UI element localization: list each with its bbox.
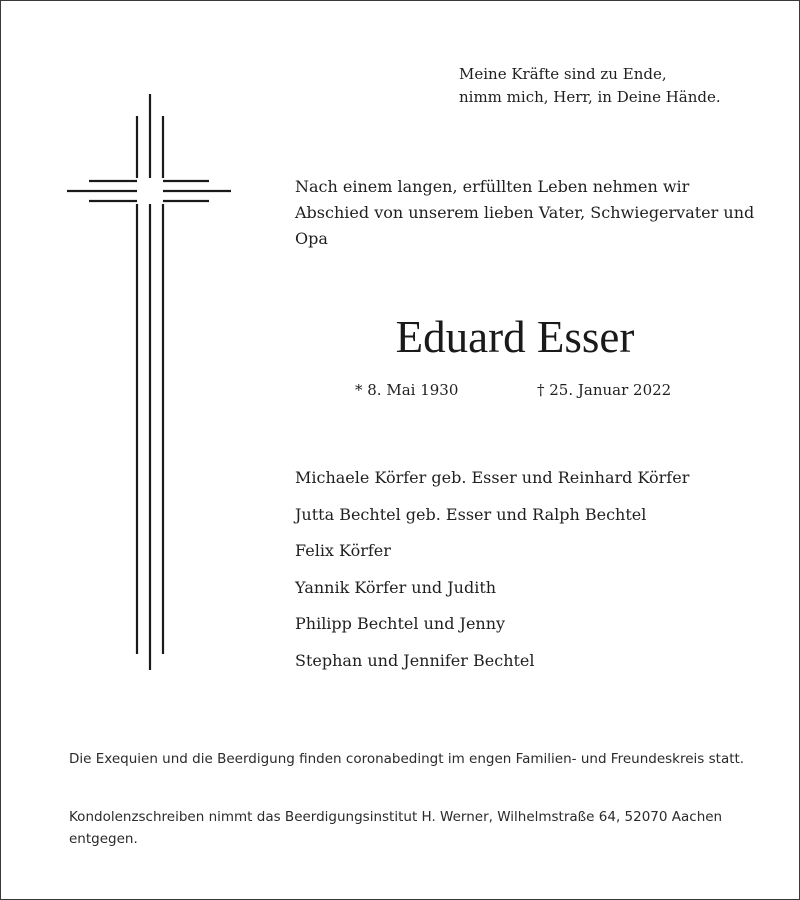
death-date: † 25. Januar 2022 [537,381,672,399]
mourners-list [295,460,689,680]
mourner-entry: Yannik Körfer und Judith [295,577,497,597]
verse-line-1: Meine Kräfte sind zu Ende, [459,65,667,83]
funeral-note: Die Exequien und die Beerdigung finden coronabedingt im engen Familien- und Freundeskreis statt. [69,751,745,767]
mourner-entry: Philipp Bechtel und Jenny [295,614,506,634]
mourner-entry: Michaele Körfer geb. Esser und Reinhard Körfer [295,468,690,487]
mourner-entry: Felix Körfer [295,541,391,561]
cross-icon [67,94,233,674]
condolence-note: Kondolenzschreiben nimmt das Beerdigungsinstitut H. Werner, Wilhelmstraße 64, 52070 Aachen entgegen. [69,809,723,847]
deceased-name: Eduard Esser [395,312,635,362]
verse-line-2: nimm mich, Herr, in Deine Hände. [459,88,721,106]
intro-text: Nach einem langen, erfüllten Leben nehmen wir Abschied von unserem lieben Vater, Schwiegervater und Opa [295,177,755,248]
mourner-entry: Stephan und Jennifer Bechtel [295,650,535,670]
bible-verse [459,63,721,109]
mourner-entry: Jutta Bechtel geb. Esser und Ralph Bechtel [295,504,647,524]
birth-date: * 8. Mai 1930 [355,381,459,399]
